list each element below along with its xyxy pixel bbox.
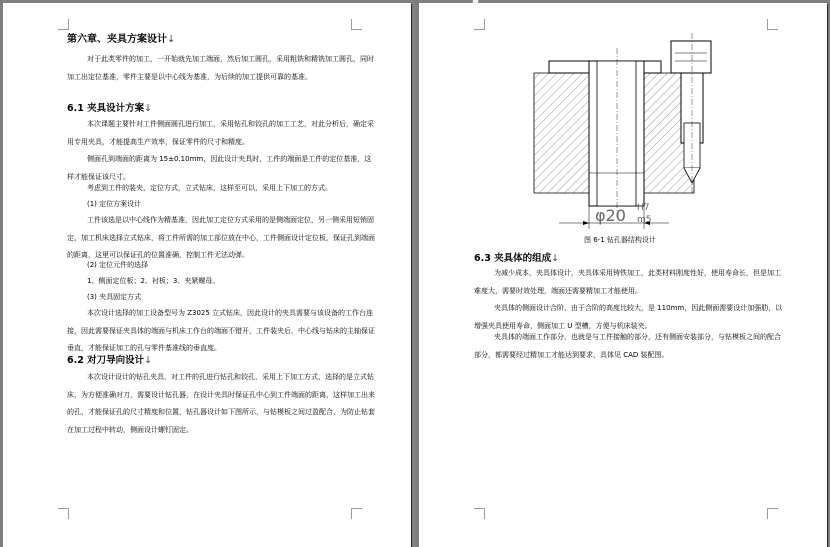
section-6-1-paragraph-1: 本次课题主要针对工件侧面圆孔进行加工，采用钻孔和铰孔的加工工艺，对此分析后，确定采用专用夹具，才能提高生产效率，保证零件的尺寸和精度。 [67,120,374,146]
fit-lower: m5 [637,215,652,225]
dimension-label: φ20 [595,206,626,225]
crop-mark [58,19,69,30]
crop-mark [351,508,362,519]
crop-mark [767,508,778,519]
fit-upper: H7 [637,203,650,213]
subsection-2-list: 1、侧面定位板；2、衬板；3、夹紧螺母。 [87,277,220,285]
crop-mark [58,508,69,519]
crop-mark [474,508,485,519]
subsection-3-title: (3) 夹具固定方式 [87,293,142,301]
crop-mark [767,19,778,30]
section-6-3-paragraph-3: 夹具体的端面工作部分，也就是与工件接触的部分，还有侧面安装部分，与钻模板之间的配合部分，都需要经过精加工才能达到要求，具体见 CAD 装配图。 [474,333,781,359]
section-title-6-2: 6.2 对刀导向设计↓ [67,355,153,366]
document-page-left[interactable] [3,3,411,547]
section-6-3-paragraph-1: 为减少成本，夹具体设计，夹具体采用铸铁加工，此类材料刚度性好，使用寿命长，但是加工难度大，需要时效处理，端面还需要精加工才能使用。 [474,269,781,295]
subsection-1-paragraph: 工件该选是以中心线作为精基准，因此加工定位方式采用的是侧端面定位，另一侧采用短销固定，加工机床选择立式钻床，将工件所需的加工部位放在中心，工件侧面设计定位板，保证孔到端面的距离，这里可以保证孔的位置准确，控制工件无法动弹。 [67,216,375,259]
subsection-2-title: (2) 定位元件的选择 [87,261,149,269]
intro-paragraph: 对于此类零件的加工，一开始就先加工端面，然后加工圆孔，采用粗铣和精铣加工圆孔，同时加工出定位基准，零件主要是以中心线为基准，为后续的加工提供可靠的基准。 [67,55,374,81]
hatched-section-left [534,73,589,193]
chapter-title: 第六章、夹具方案设计↓ [67,34,176,45]
document-page-right[interactable] [419,3,827,547]
crop-mark [351,19,362,30]
drill-bushing-drawing [529,33,729,233]
subsection-1-title: (1) 定位方案设计 [87,200,142,208]
section-6-2-paragraph: 本次设计设计的钻孔夹具，对工件的孔进行钻孔和铰孔，采用上下加工方式，选择的是立式钻床，为方便准确对刀，需要设计钻孔器，在设计夹具时保证孔中心到工件端面的距离，这样加工出来的孔，才能保证孔的尺寸精度和位置，钻孔器设计如下图所示，与钻模板之间过盈配合，为防止钻套在加工过程中转动，侧面设计螺钉固定。 [67,373,375,434]
section-title-6-3: 6.3 夹具体的组成↓ [474,253,560,264]
section-6-1-paragraph-3: 考虑到工件的装夹，定位方式，立式钻床，这样至可以，采用上下加工的方式。 [87,184,332,192]
section-6-1-paragraph-2: 侧面孔到端面的距离为 15±0.10mm，因此设计夹具时，工件的端面是工件的定位基准，这样才能保证该尺寸。 [67,155,372,181]
section-title-6-1: 6.1 夹具设计方案↓ [67,103,153,114]
subsection-3-paragraph: 本次设计选择的加工设备型号为 Z3025 立式钻床，因此设计的夹具需要与该设备的工作台连接，因此需要保证夹具体的端面与机床工作台的端面不错开，工件装夹后，中心线与钻床的主轴保证垂直，才能保证加工的孔与零件基准线的垂直度。 [67,309,375,352]
crop-mark [474,19,485,30]
figure-caption: 图 6-1 钻孔器结构设计 [584,236,656,244]
section-6-3-paragraph-2: 夹具体的侧面设计合阶，由于合阶的高度比较大，是 110mm，因此侧面需要设计加强肋，以增强夹具使用寿命，侧面加工 U 型槽，方便与机床装夹。 [474,304,783,330]
